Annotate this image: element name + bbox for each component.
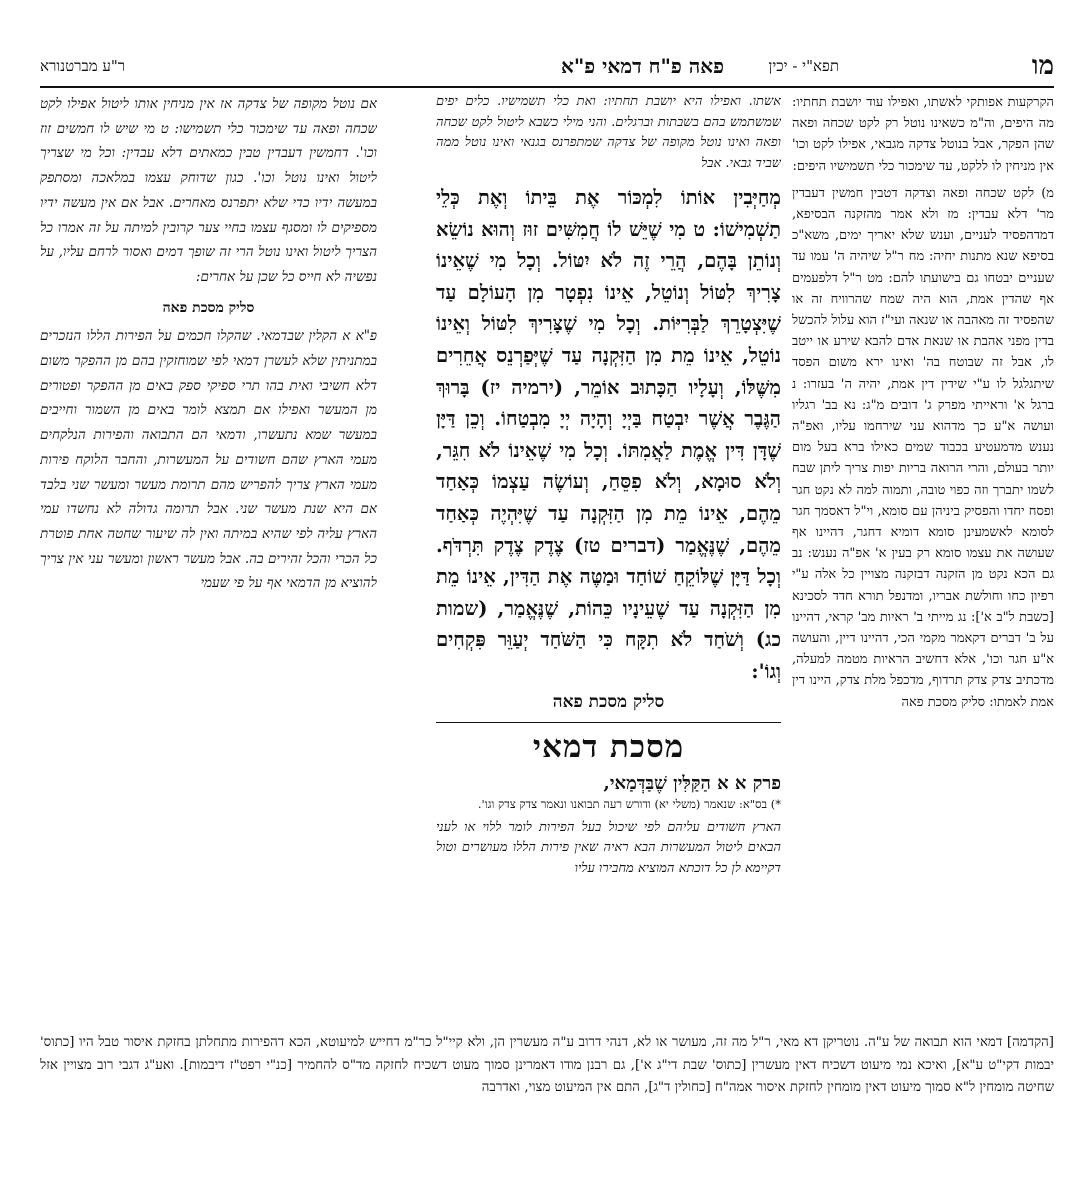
divider bbox=[436, 722, 781, 723]
tiferet-yisrael-column bbox=[792, 92, 1054, 1032]
footnote: *) בס"א: שנאמר (משלי יא) ודורש רעה תבואנו ונאמר צדק צדק וגו'. bbox=[477, 796, 781, 811]
bartenura-continuation: אשתו. ואפילו היא יושבת תחתיו: ואת כלי תשמישיו. כלים יפים שמשתמש בהם בשבתות וברגלים. והני מילי כשבא ליטול לקט שכחה ופאה ואינו נוטל מקופה של צדקה שמתפרנס בגנאי ואינו נוטל ממה שביד גבאי. אבל bbox=[436, 94, 781, 171]
tractate-title: מסכת דמאי bbox=[532, 728, 685, 765]
header-rule bbox=[40, 86, 1054, 88]
commentary-paragraph: פ"א א הקלין שבדמאי. שהקלו חכמים על הפירות הללו הנזכרים במתניתין שלא לעשרן דמאי לפי שמוחזקין בהם מן ההפקר משום דלא חשיבי ואית בהו תרי ספיקי ספק באים מן ההפקר ופטורים מן המעשר ואפילו אם תמצא לומר באים מן השמור וחייבים במעשר שמא נתעשרו, ודמאי הם התבואה והפירות הנלקחים מעמי הארץ שהם חשודים על המעשרות, והחבר הלוקח פירות מעמי הארץ צריך להפריש מהם תרומת מעשר ומעשר שני בלבד אם היא שנת מעשר שני. אבל תרומה גדולה לא נחשדו עמי הארץ עליה לפי שהיא במיתה ואין לה שיעור שחטה אחת פוטרת כל הכרי והכל זהירים בה. אבל מעשר ראשון ומעשר עני אין צריך להוציא מן הדמאי אף על פי שעמי bbox=[40, 328, 377, 592]
tractate-end-label: סליק מסכת פאה bbox=[552, 691, 665, 712]
mishna-text: מְחַיְּבִין אוֹתוֹ לִמְכּוֹר אֶת בֵּיתוֹ וְאֶת כְּלֵי תַשְׁמִישׁוֹ: ט מִי שֶׁיֵּשׁ לוֹ חֲמִשִּׁים זוּז וְהוּא נוֹשֵׂא וְנוֹתֵן בָּהֶם, הֲרֵי זֶה לֹא יִטּוֹל. וְכָל מִי שֶׁאֵינוֹ צָרִיךְ לִטּוֹל וְנוֹטֵל, אֵינוֹ נִפְטָר מִן הָעוֹלָם עַד שֶׁיִּצְטָרֵךְ לַבְּרִיּוֹת. וְכָל מִי שֶׁצָּרִיךְ לִטּוֹל וְאֵינוֹ נוֹטֵל, אֵינוֹ מֵת מִן הַזִּקְנָה עַד שֶׁיְּפַרְנֵס אֲחֵרִים מִשֶּׁלּוֹ, וְעָלָיו הַכָּתוּב אוֹמֵר, (ירמיה יז) בָּרוּךְ הַגֶּבֶר אֲשֶׁר יִבְטַח בַּיְיָ וְהָיָה יְיָ מִבְטַחוֹ. וְכֵן דַּיָּן שֶׁדָּן דִּין אֱמֶת לַאֲמִתּוֹ. וְכָל מִי שֶׁאֵינוֹ לֹא חִגֵּר, וְלֹא סוּמָא, וְלֹא פִסֵּחַ, וְעוֹשֶׂה עַצְמוֹ כְּאַחַד מֵהֶם, אֵינוֹ מֵת מִן הַזִּקְנָה עַד שֶׁיִּהְיֶה כְּאַחַד מֵהֶם, שֶׁנֶּאֱמַר (דברים טז) צֶדֶק צֶדֶק תִּרְדֹּף. וְכָל דַּיָּן שֶׁלּוֹקֵחַ שׁוֹחַד וּמַטֶּה אֶת הַדִּין, אֵינוֹ מֵת מִן הַזִּקְנָה עַד שֶׁעֵינָיו כֵּהוֹת, שֶׁנֶּאֱמַר, (שמות כג) וְשֹׁחַד לֹא תִקָּח כִּי הַשֹּׁחַד יְעַוֵּר פִּקְחִים וְגוֹ': bbox=[436, 186, 781, 683]
commentary-paragraph: מ) לקט שכחה ופאה וצדקה דטבין חמשין דעבדין מר' דלא עבדין: מז ולא אמר מהזקנה הבסיפא, דמדהפסיד לעניים, וענש שלא יאריך ימים, משא"כ בסיפא שנא מתנות יחיה: מח ר"ל שיהיה ה' עמו עד שעניים יבטחו גם בישועתו להם: מט ר"ל דלפעמים אף שהדין אמת, הוא היה שמח שהרוויח זה או שהפסיד זה מאהבה או שנאה ועי"ז הוא עלול להכשל בדין מפני אהבת או שנאת אדם להבא שירע או ייטב לו, אבל זה שבוטח בה' ואינו ירא משום הפסד שיתגלגל לו ע"י שידין דין אמת, יהיה ה' בעזרו: נ ברגל א' וראייתי מפרק ג' דובים מ"ג: נא בב' רגליו ועושה א"ע כך מדהוא עני שירחמו עליו, ואפ"ה נענש מדמעטיע בכבוד שמים כאילו ברא בעל מום יותר בעולם, והרי הרואה בריות יפות צריך ליתן שבח לשמו יתברך וזה כפוי טובה, ותמוה למה לא נקט חגר ופסח יחדו והפסיק ביניהן עם סומא, וי"ל דאסמך חגר לסומא לאשמעינן סומא דומיא דחגר, דהיינו אף שעושה את עצמו סומא רק בעין א' אפ"ה נענש: נב גם הכא נקט מן הזקנה דבזקנה מצויין כל אלה ע"י רפיון כחו וחולשת אבריו, ומדנפל תורא חדד לסכינא [כשבת ל"ב א']: נג מייתי ב' ראיות מב' קראי, דהיינו על ב' דברים דקאמר מקמי הכי, דהיינו דיין, והעושה א"ע חגר וכו', אלא דחשיב הראיות מטמה למעלה, מדכתיב צדק צדק תרדוף, מדכפל מלת צדק, היינו דין אמת לאמתו: סליק מסכת פאה bbox=[792, 185, 1054, 710]
page-number: מו bbox=[1031, 51, 1054, 81]
running-header bbox=[40, 45, 1054, 85]
mishna-column bbox=[436, 92, 781, 1082]
tifferet-label: תפא"י - יכין bbox=[768, 57, 839, 75]
page-title: פאה פ"ח דמאי פ"א bbox=[561, 54, 724, 78]
commentary-paragraph: הקרקעות אפותקי לאשתו, ואפילו עוד יושבת תחתיו: מה היפים, וה"מ כשאינו נוטל רק לקט שכחה ופאה שהן הפקר, אבל בנוטל צדקה מגבאי, אפילו לקט וכו' אין מניחין לו ללקט, עד שימכור כלי תשמישיו היפים: bbox=[792, 95, 1054, 174]
tractate-end-label: סליק מסכת פאה bbox=[162, 299, 255, 316]
introduction-footer: [הקדמה] דמאי הוא תבואה של ע"ה. נוטריקן דא מאי, ר"ל מה זה, מעושר או לא, דנהי דרוב ע"ה מעשרין הן, ולא קיי"ל כר"מ דחייש למיעוטא, הכא דהפירות מתחלתן בחזקת איסור טבל היו [כתוס' יבמות דקי"ט ע"א], ואיכא נמי מיעוט דשכיח דאין מעשרין [כתוס' שבת די"ג א'], גם רבנן מודו דאמרינן סמוך מעוט דשכיח לחזקה מד"ס להחמיר [כנ"י רפט"ז דיבמות]. ואע"ג דגבי רוב מצויין אזל שחיטה מומחין ל"א סמוך מיעוט דאין מומחין לחזקת איסור אמה"ח [כחולין ד"ג], התם אין המיעוט מצוי, ואדרבה bbox=[40, 1035, 1054, 1095]
bartenura-bottom: הארץ חשודים עליהם לפי שיכול בעל הפירות לומר ללוי או לעני הבאים ליטול המעשרות הבא ראיה שאין פירות הללו מעושרים וטול דקיימא לן כל דוכתא המוציא מחבירו עליו bbox=[436, 819, 781, 876]
commentary-paragraph: אם נוטל מקופה של צדקה אז אין מניחין אותו ליטול אפילו לקט שכחה ופאה עד שימכור כלי תשמישו: ט מי שיש לו חמשים זוז וכו'. דחמשין דעבדין טבין כמאתים דלא עבדין: וכל מי שצריך ליטול ואינו נוטל וכו'. כגון שדוחק עצמו במלאכה ומסתפק במעשה ידיו כדי שלא יתפרנס מאחרים. אבל אם אין מעשה ידיו מספיקים לו ומסגף עצמו בחיי צער קרובין למיתה על זה אמרו כל הצריך ליטול ואינו נוטל הרי זה שופך דמים ואסור לרחם עליו, על נפשיה לא חייס כל שכן על אחרים: bbox=[40, 96, 377, 285]
bartenura-column bbox=[40, 92, 377, 1082]
bartenura-label: ר"ע מברטנורא bbox=[40, 57, 126, 75]
perek-opening: פרק א א הַקַּלִּין שֶׁבַּדְּמַאי, bbox=[603, 772, 781, 794]
